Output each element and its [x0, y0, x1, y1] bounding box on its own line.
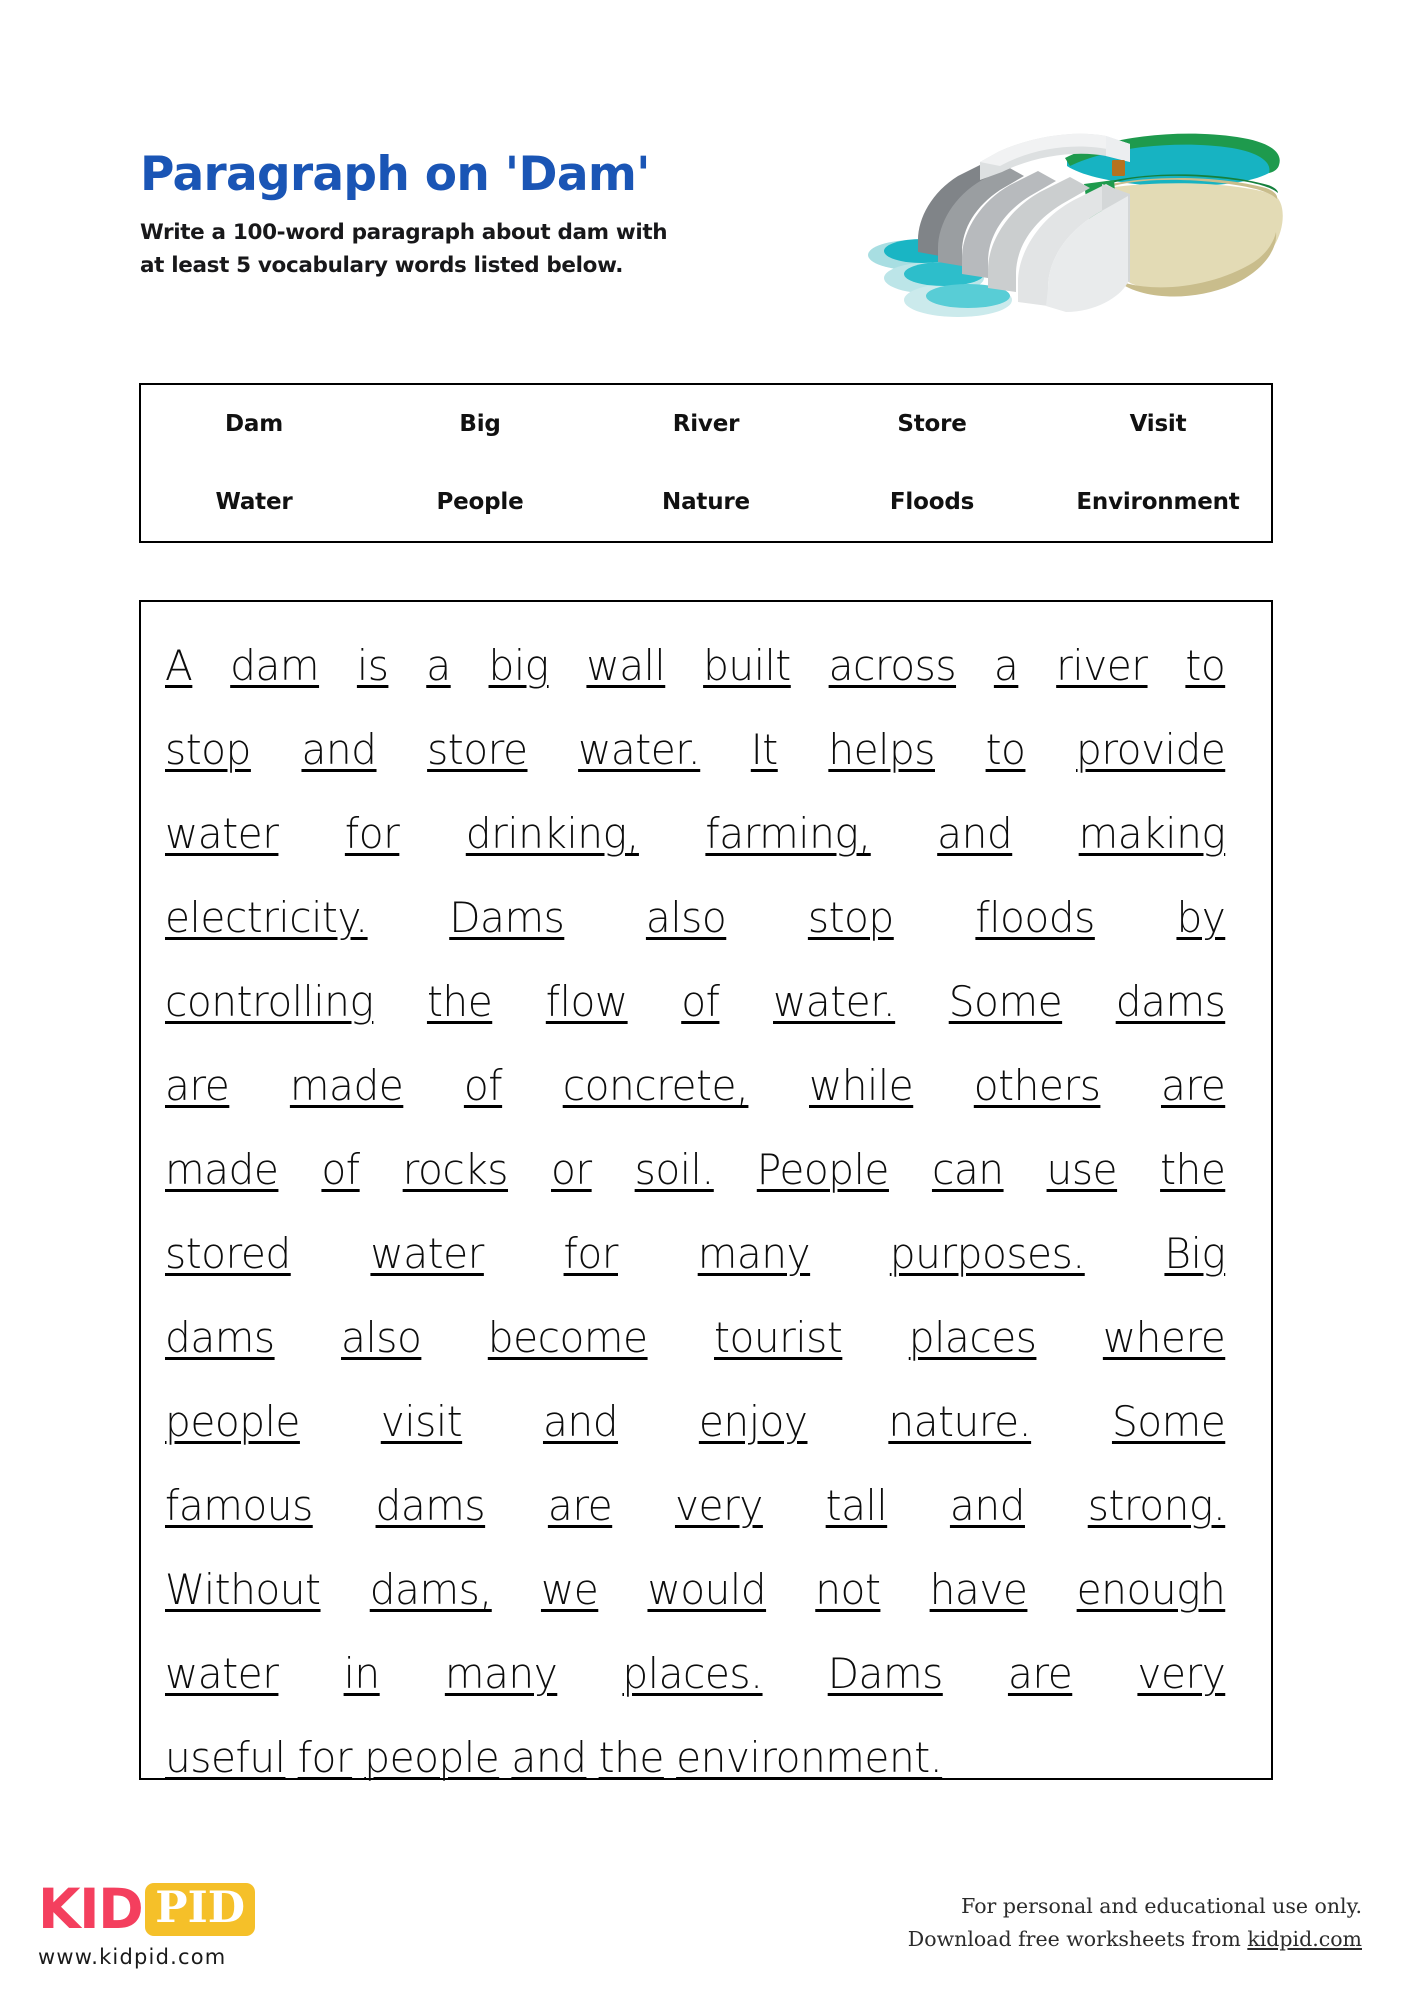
answer-word: made: [289, 1061, 404, 1110]
answer-line: [165, 1464, 1225, 1548]
answer-word: we: [540, 1565, 599, 1614]
answer-word: across: [828, 641, 957, 690]
answer-word: the: [598, 1733, 664, 1782]
logo-row: [38, 1876, 255, 1941]
answer-word: others: [973, 1061, 1101, 1110]
answer-word: rocks: [402, 1145, 509, 1194]
answer-word: many: [444, 1649, 558, 1698]
answer-line: [165, 1380, 1225, 1464]
footer-notice-prefix: Download free worksheets from: [907, 1927, 1248, 1952]
answer-word: water: [370, 1229, 484, 1278]
answer-word: are: [1007, 1649, 1073, 1698]
answer-word: water: [165, 809, 279, 858]
answer-word: not: [815, 1565, 881, 1614]
answer-word: stop: [807, 893, 894, 942]
answer-word: made: [165, 1145, 279, 1194]
answer-word: to: [1185, 641, 1226, 690]
dam-illustration: [862, 122, 1282, 322]
answer-line: [165, 1128, 1225, 1212]
vocab-word: Dam: [225, 411, 283, 437]
answer-word: soil.: [634, 1145, 714, 1194]
answer-word: big: [488, 641, 549, 690]
answer-word: dams: [375, 1481, 486, 1530]
vocab-word: Nature: [662, 489, 750, 515]
answer-word: places.: [622, 1649, 763, 1698]
vocab-word: People: [436, 489, 524, 515]
answer-word: river: [1056, 641, 1148, 690]
answer-word: the: [1160, 1145, 1226, 1194]
answer-line: [165, 708, 1225, 792]
answer-word: and: [511, 1733, 587, 1782]
vocab-word: Floods: [889, 489, 975, 515]
answer-word: by: [1176, 893, 1226, 942]
answer-word: people: [165, 1397, 300, 1446]
answer-word: Dams: [827, 1649, 943, 1698]
page-title: Paragraph on 'Dam': [140, 147, 650, 202]
answer-word: dam: [230, 641, 320, 690]
answer-word: and: [949, 1481, 1025, 1530]
answer-word: purposes.: [889, 1229, 1085, 1278]
answer-word: enough: [1076, 1565, 1226, 1614]
answer-word: are: [547, 1481, 613, 1530]
answer-word: for: [563, 1229, 619, 1278]
answer-word: for: [297, 1733, 353, 1782]
answer-word: helps: [828, 725, 936, 774]
answer-line: [165, 1632, 1225, 1716]
vocab-word: Big: [459, 411, 501, 437]
answer-word: is: [356, 641, 389, 690]
answer-word: also: [645, 893, 727, 942]
answer-word: drinking,: [465, 809, 639, 858]
answer-word: where: [1102, 1313, 1226, 1362]
answer-word: electricity.: [165, 893, 368, 942]
answer-line: [165, 1716, 1225, 1800]
answer-word: making: [1078, 809, 1226, 858]
answer-box[interactable]: [139, 600, 1273, 1780]
answer-word: of: [463, 1061, 503, 1110]
answer-word: water: [165, 1649, 279, 1698]
answer-word: can: [931, 1145, 1004, 1194]
answer-word: tall: [825, 1481, 888, 1530]
answer-word: and: [542, 1397, 619, 1446]
footer-link[interactable]: kidpid.com: [1247, 1927, 1362, 1952]
instruction-line-2: at least 5 vocabulary words listed below.: [140, 253, 624, 279]
answer-line: [165, 1212, 1225, 1296]
kidpid-logo[interactable]: [38, 1876, 255, 1969]
answer-word: Some: [1111, 1397, 1226, 1446]
answer-word: farming,: [705, 809, 871, 858]
answer-word: have: [929, 1565, 1028, 1614]
answer-word: are: [1160, 1061, 1226, 1110]
answer-word: built: [703, 641, 791, 690]
vocabulary-box: [139, 383, 1273, 543]
answer-word: water.: [773, 977, 896, 1026]
answer-word: Some: [948, 977, 1063, 1026]
footer-notice: [908, 1890, 1362, 1956]
answer-word: People: [756, 1145, 889, 1194]
answer-word: useful: [165, 1733, 286, 1782]
answer-word: become: [487, 1313, 648, 1362]
answer-word: people: [364, 1733, 500, 1782]
answer-line: [165, 1548, 1225, 1632]
answer-word: provide: [1076, 725, 1226, 774]
answer-word: dams: [165, 1313, 275, 1362]
answer-word: many: [697, 1229, 811, 1278]
vocab-word: Environment: [1076, 489, 1240, 515]
answer-word: for: [344, 809, 400, 858]
answer-word: water.: [578, 725, 701, 774]
answer-word: would: [647, 1565, 767, 1614]
answer-word: very: [1137, 1649, 1226, 1698]
answer-word: places: [908, 1313, 1037, 1362]
answer-word: use: [1046, 1145, 1118, 1194]
answer-word: to: [985, 725, 1026, 774]
answer-word: controlling: [165, 977, 374, 1026]
answer-word: flow: [545, 977, 628, 1026]
answer-word: strong.: [1087, 1481, 1226, 1530]
answer-line: [165, 1044, 1225, 1128]
answer-word: dams,: [369, 1565, 492, 1614]
worksheet-header: [140, 147, 900, 283]
answer-word: store: [427, 725, 528, 774]
answer-word: Without: [165, 1565, 321, 1614]
answer-word: a: [993, 641, 1019, 690]
answer-word: a: [426, 641, 451, 690]
answer-word: nature.: [888, 1397, 1032, 1446]
service-door-icon: [1112, 160, 1125, 176]
vocab-word: Water: [215, 489, 293, 515]
answer-word: or: [551, 1145, 592, 1194]
logo-pid-badge: [145, 1883, 255, 1936]
footer-notice-line-2: [908, 1923, 1362, 1956]
answer-word: are: [165, 1061, 230, 1110]
answer-line: [165, 876, 1225, 960]
answer-word: dams: [1115, 977, 1226, 1026]
answer-word: while: [808, 1061, 914, 1110]
answer-word: visit: [380, 1397, 463, 1446]
answer-word: stop: [165, 725, 251, 774]
answer-word: the: [426, 977, 493, 1026]
page-footer: [0, 1862, 1414, 2000]
answer-line: [165, 624, 1225, 708]
answer-word: famous: [165, 1481, 313, 1530]
answer-word: Dams: [449, 893, 565, 942]
answer-word: A: [165, 641, 193, 690]
answer-line: [165, 960, 1225, 1044]
answer-line: [165, 1296, 1225, 1380]
answer-word: environment.: [676, 1733, 943, 1782]
answer-word: enjoy: [698, 1397, 808, 1446]
footer-notice-line-1: For personal and educational use only.: [961, 1894, 1362, 1918]
answer-word: in: [343, 1649, 380, 1698]
answer-word: It: [750, 725, 778, 774]
instruction-line-1: Write a 100-word paragraph about dam with: [140, 220, 668, 246]
answer-word: floods: [975, 893, 1095, 942]
answer-word: of: [681, 977, 720, 1026]
answer-word: also: [341, 1313, 422, 1362]
logo-url[interactable]: www.kidpid.com: [38, 1945, 227, 1969]
vocabulary-grid: [141, 385, 1271, 541]
reservoir-earth: [1104, 183, 1283, 289]
answer-word: of: [321, 1145, 360, 1194]
answer-word: tourist: [713, 1313, 843, 1362]
answer-word: Big: [1164, 1229, 1226, 1278]
answer-word: concrete,: [562, 1061, 749, 1110]
answer-line: [165, 792, 1225, 876]
answer-word: and: [301, 725, 377, 774]
vocab-word: Store: [897, 411, 967, 437]
answer-word: stored: [165, 1229, 291, 1278]
vocab-word: Visit: [1129, 411, 1187, 437]
page-instructions: [140, 217, 900, 282]
answer-word: and: [937, 809, 1013, 858]
logo-kid-text: KID: [38, 1876, 143, 1941]
answer-word: very: [674, 1481, 763, 1530]
answer-word: wall: [586, 641, 666, 690]
logo-pid-text: PID: [155, 1882, 245, 1933]
vocab-word: River: [672, 411, 740, 437]
